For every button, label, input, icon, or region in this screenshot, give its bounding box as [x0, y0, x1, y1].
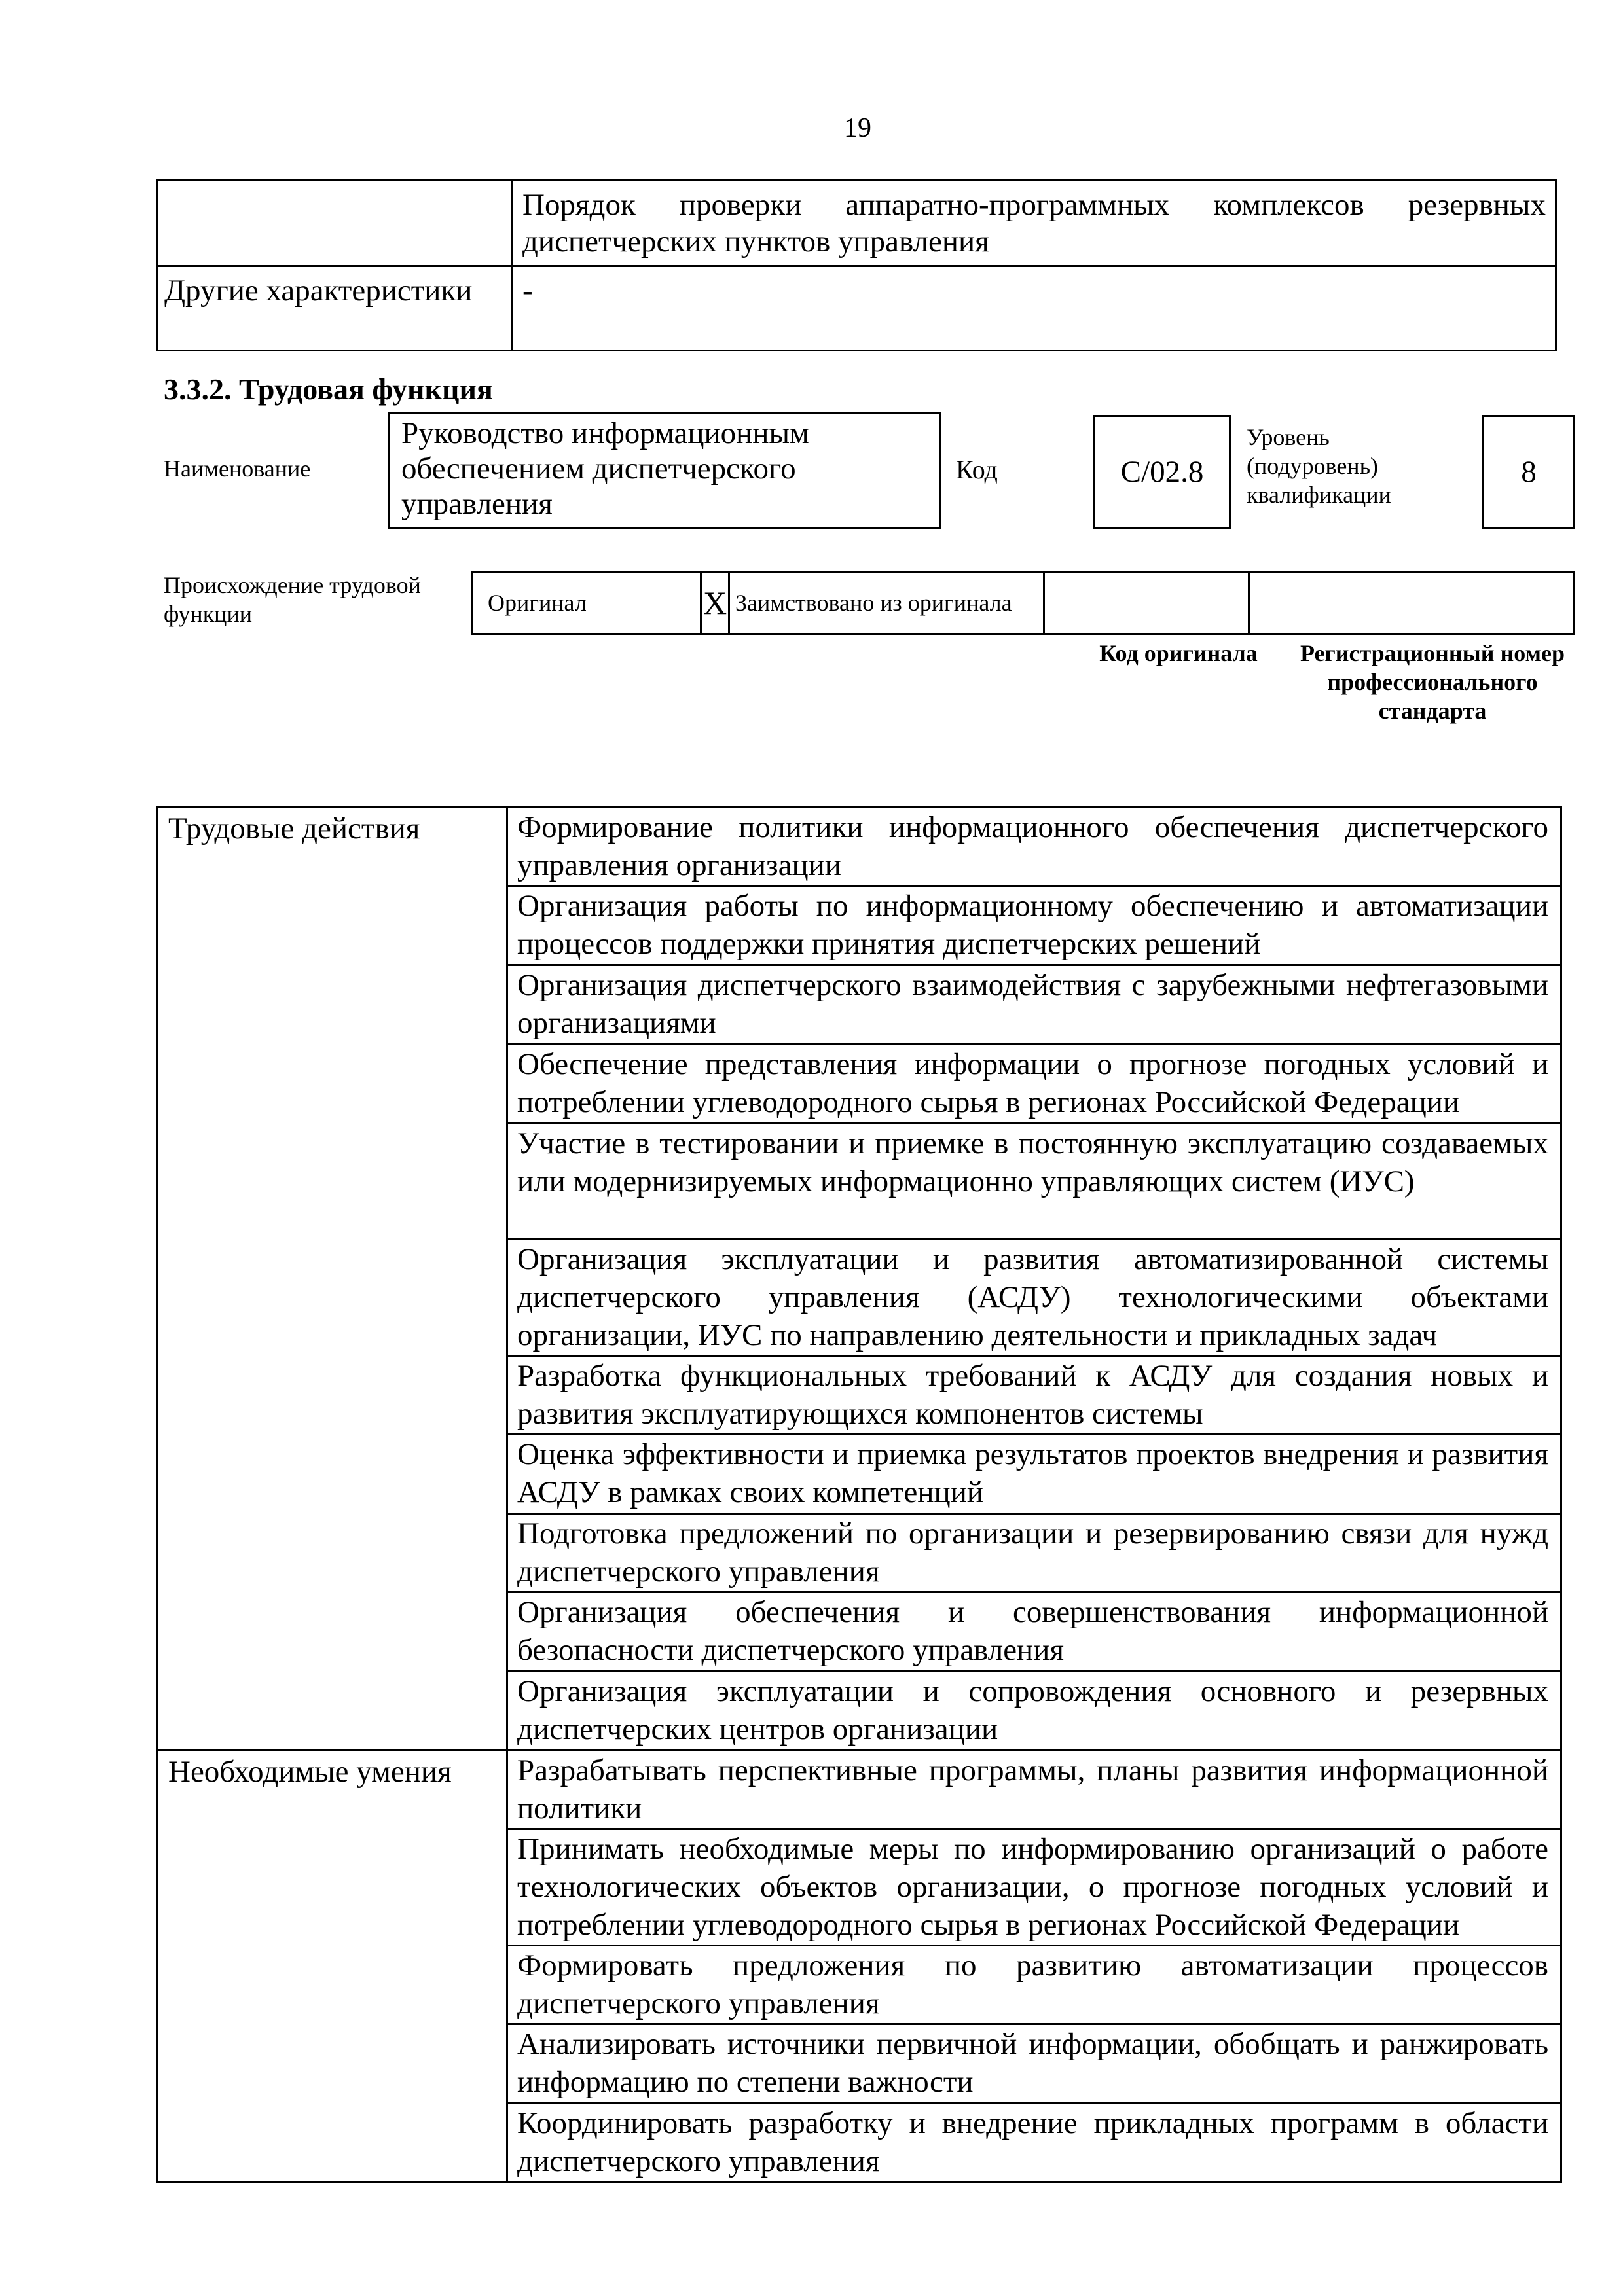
original-cell: Оригинал	[473, 572, 701, 634]
skills-item: Принимать необходимые меры по информированию организаций о работе технологических объектов организации, о прогнозе погодных условий и потреблении углеводородного сырья в регионах Российской Федерации	[507, 1829, 1561, 1946]
actions-item: Формирование политики информационного обеспечения диспетчерского управления организации	[507, 808, 1561, 886]
original-mark: X	[701, 572, 729, 634]
table-row	[157, 266, 1556, 351]
actions-item: Организация диспетчерского взаимодействия с зарубежными нефтегазовыми организациями	[507, 965, 1561, 1045]
origin-label-line: Происхождение трудовой	[164, 572, 421, 598]
level-box: 8	[1482, 415, 1575, 529]
actions-item: Организация обеспечения и совершенствования информационной безопасности диспетчерского управления	[507, 1592, 1561, 1672]
actions-item: Организация эксплуатации и сопровождения основного и резервных диспетчерских центров организации	[507, 1672, 1561, 1751]
original-code-cell	[1044, 572, 1249, 634]
table-row	[473, 572, 1575, 634]
continuation-table	[156, 179, 1557, 351]
origin-label	[164, 571, 421, 628]
function-name-box: Руководство информационным обеспечением диспетчерского управления	[388, 412, 941, 529]
skills-item: Формировать предложения по развитию автоматизации процессов диспетчерского управления	[507, 1946, 1561, 2024]
origin-label-line: функции	[164, 601, 252, 627]
table-row	[157, 1751, 1561, 1829]
empty-label-cell	[157, 181, 513, 266]
registration-number-caption: Регистрационный номер профессионального стандарта	[1300, 640, 1565, 724]
table-cell: -	[513, 266, 1556, 351]
actions-item: Организация эксплуатации и развития автоматизированной системы диспетчерского управления (АСДУ) технологическими объектами организации, ИУС по направлению деятельности и прикладных задач	[507, 1240, 1561, 1356]
table-row	[157, 181, 1556, 266]
skills-item: Разрабатывать перспективные программы, планы развития информационной политики	[507, 1751, 1561, 1829]
actions-item: Разработка функциональных требований к АСДУ для создания новых и развития эксплуатирующихся компонентов системы	[507, 1356, 1561, 1435]
table-cell: Порядок проверки аппаратно-программных комплексов резервных диспетчерских пунктов управления	[513, 181, 1556, 266]
skills-item: Анализировать источники первичной информации, обобщать и ранжировать информацию по степени важности	[507, 2024, 1561, 2104]
original-code-caption: Код оригинала	[1099, 640, 1258, 666]
code-label: Код	[956, 455, 998, 484]
level-label	[1247, 423, 1391, 509]
name-label: Наименование	[164, 456, 311, 482]
skills-header: Необходимые умения	[157, 1751, 507, 2182]
actions-item: Организация работы по информационному обеспечению и автоматизации процессов поддержки принятия диспетчерских решений	[507, 886, 1561, 965]
code-box: С/02.8	[1093, 415, 1231, 529]
actions-item: Обеспечение представления информации о прогнозе погодных условий и потреблении углеводородного сырья в регионах Российской Федерации	[507, 1045, 1561, 1124]
level-label-line: Уровень	[1247, 424, 1330, 450]
level-label-line: (подуровень)	[1247, 453, 1378, 479]
actions-item: Подготовка предложений по организации и резервированию связи для нужд диспетчерского управления	[507, 1514, 1561, 1592]
row-label: Другие характеристики	[157, 266, 513, 351]
function-details-table	[156, 806, 1562, 2183]
registration-number-cell	[1249, 572, 1575, 634]
origin-table	[471, 571, 1575, 635]
section-title: 3.3.2. Трудовая функция	[164, 372, 493, 406]
skills-item: Координировать разработку и внедрение прикладных программ в области диспетчерского управления	[507, 2104, 1561, 2182]
borrowed-cell: Заимствовано из оригинала	[729, 572, 1044, 634]
actions-item: Участие в тестировании и приемке в постоянную эксплуатацию создаваемых или модернизируемых информационно управляющих систем (ИУС)	[507, 1124, 1561, 1240]
table-row	[157, 808, 1561, 886]
actions-item: Оценка эффективности и приемка результатов проектов внедрения и развития АСДУ в рамках своих компетенций	[507, 1435, 1561, 1514]
page-number: 19	[844, 113, 871, 143]
actions-header: Трудовые действия	[157, 808, 507, 1751]
level-label-line: квалификации	[1247, 482, 1391, 508]
